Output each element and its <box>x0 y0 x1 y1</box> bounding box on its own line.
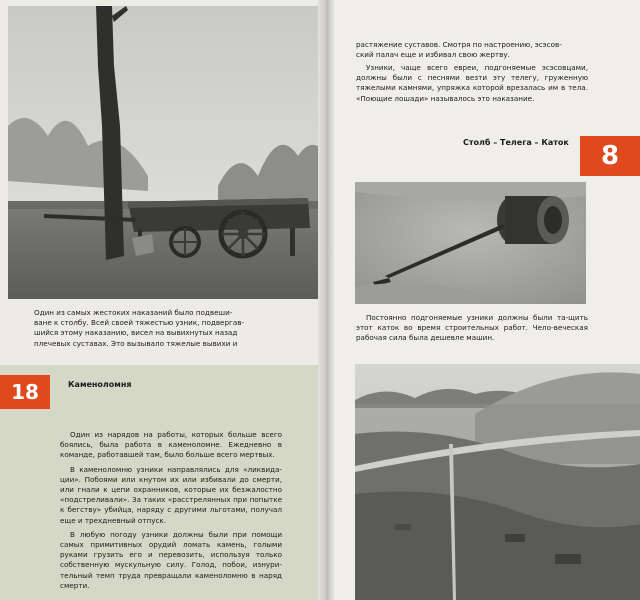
photo-roller <box>355 182 586 304</box>
caption-line: Один из самых жестоких наказаний было подвеши- <box>34 308 233 317</box>
photo-post-and-cart <box>8 6 318 299</box>
post-cart-roller-title: Столб – Телега – Каток <box>463 138 569 147</box>
caption-line: ване к столбу. Всей своей тяжестью узник, подвергав- <box>34 318 245 328</box>
paragraph: В каменоломню узники направлялись для «ликвида-ции». Побоями или кнутом их или избивали до смерти, или гнали к цепи охранников, которые их безжалостно «подстреливали». За таких «расстрелянных при попытке к бегству» убийца, наряду с другими льготами, получал еще и трехдневный отпуск. <box>60 464 282 525</box>
paragraph: Узники, чаще всего евреи, подгоняемые эсэсовцами, должны были с песнями везти эту телегу, груженную тяжелыми камнями, упряжка которой врезалась им в тела. «Поющие лошади» называлось это наказание. <box>356 63 588 103</box>
text-line: растяжение суставов. Смотря по настроению, эсэсов- <box>356 40 562 49</box>
cart-photo-caption <box>34 308 296 349</box>
paragraph: Постоянно подгоняемые узники должны были та-щить этот каток во время строительных работ. Чело-веческая рабочая сила была дешевле машин. <box>356 313 588 343</box>
quarry-section-title: Каменоломня <box>68 380 132 389</box>
right-top-text <box>356 40 586 60</box>
singing-horses-paragraph <box>356 63 588 108</box>
caption-line: шийся этому наказанию, висел на вывихнутых назад <box>34 328 238 338</box>
photo-quarry <box>355 364 640 600</box>
section-number-badge-8: 8 <box>580 136 640 176</box>
paragraph: В любую погоду узники должны были при помощи самых примитивных орудий ломать камень, голыми руками грузить его и перевозить, используя только собственную мускульную силу. Голод, побои, изнури-тельный темп труда превращали каменоломню в наряд смерти. <box>60 529 282 590</box>
text-line: ский палач еще и избивал свою жертву. <box>356 50 510 60</box>
page-gutter <box>318 0 334 600</box>
roller-photo-caption <box>356 313 588 348</box>
paragraph: Один из нарядов на работы, которых больше всего боялись, была работа в каменоломне. Ежедневно в команде, работавшей там, было больше всего мертвых. <box>60 430 282 460</box>
quarry-section-text <box>60 430 282 595</box>
caption-line: плечевых суставах. Это вызывало тяжелые вывихи и <box>34 338 238 348</box>
section-number-badge-18: 18 <box>0 375 50 409</box>
